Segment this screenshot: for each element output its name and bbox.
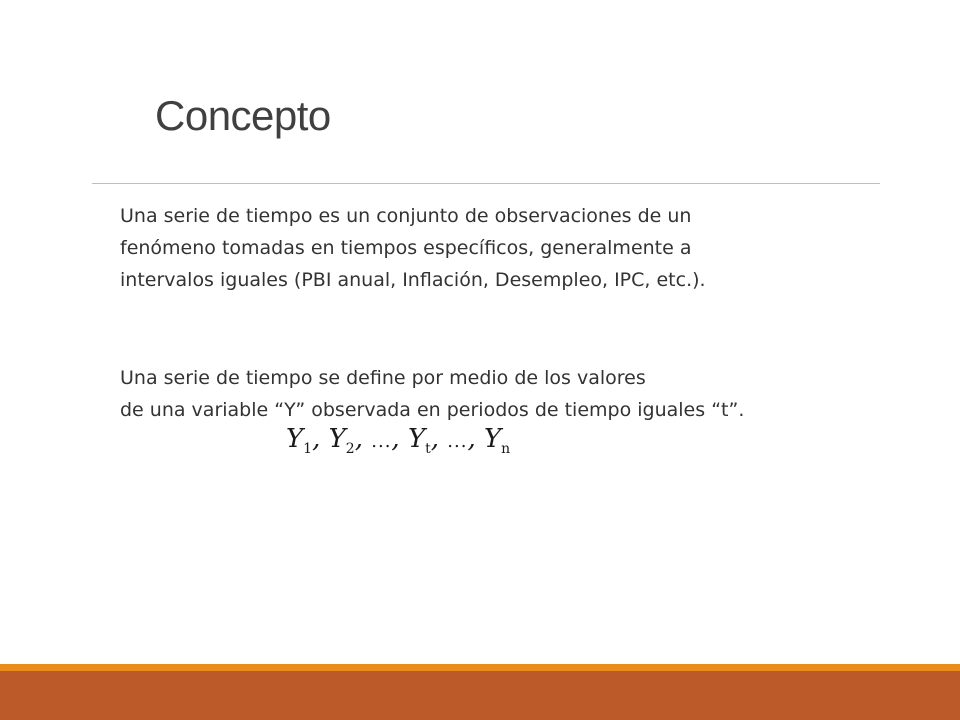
series-formula: $Y_1$, $Y_2$, ..., $Y_t$, ..., $Y_n$: [286, 424, 511, 457]
paragraph-line: de una variable “Y” observada en periodos de tiempo iguales “t”.: [120, 399, 745, 421]
formula-term: $Y_2$: [328, 424, 355, 457]
definition-paragraph: [120, 200, 920, 296]
title-divider: [92, 183, 880, 184]
slide-title: Concepto: [155, 92, 331, 139]
formula-ellipsis: ...: [447, 431, 468, 452]
paragraph-line: fenómeno tomadas en tiempos específicos, generalmente a: [120, 237, 692, 259]
footer-band: [0, 671, 960, 720]
formula-ellipsis: ...: [371, 431, 392, 452]
footer-accent-band: [0, 664, 960, 671]
paragraph-line: Una serie de tiempo se define por medio de los valores: [120, 367, 646, 389]
formula-term: $Y_t$: [407, 424, 431, 457]
variable-paragraph: [120, 362, 920, 426]
formula-term: $Y_n$: [484, 424, 511, 457]
paragraph-line: Una serie de tiempo es un conjunto de observaciones de un: [120, 205, 692, 227]
paragraph-line: intervalos iguales (PBI anual, Inflación, Desempleo, IPC, etc.).: [120, 269, 706, 291]
formula-term: $Y_1$: [286, 424, 313, 457]
